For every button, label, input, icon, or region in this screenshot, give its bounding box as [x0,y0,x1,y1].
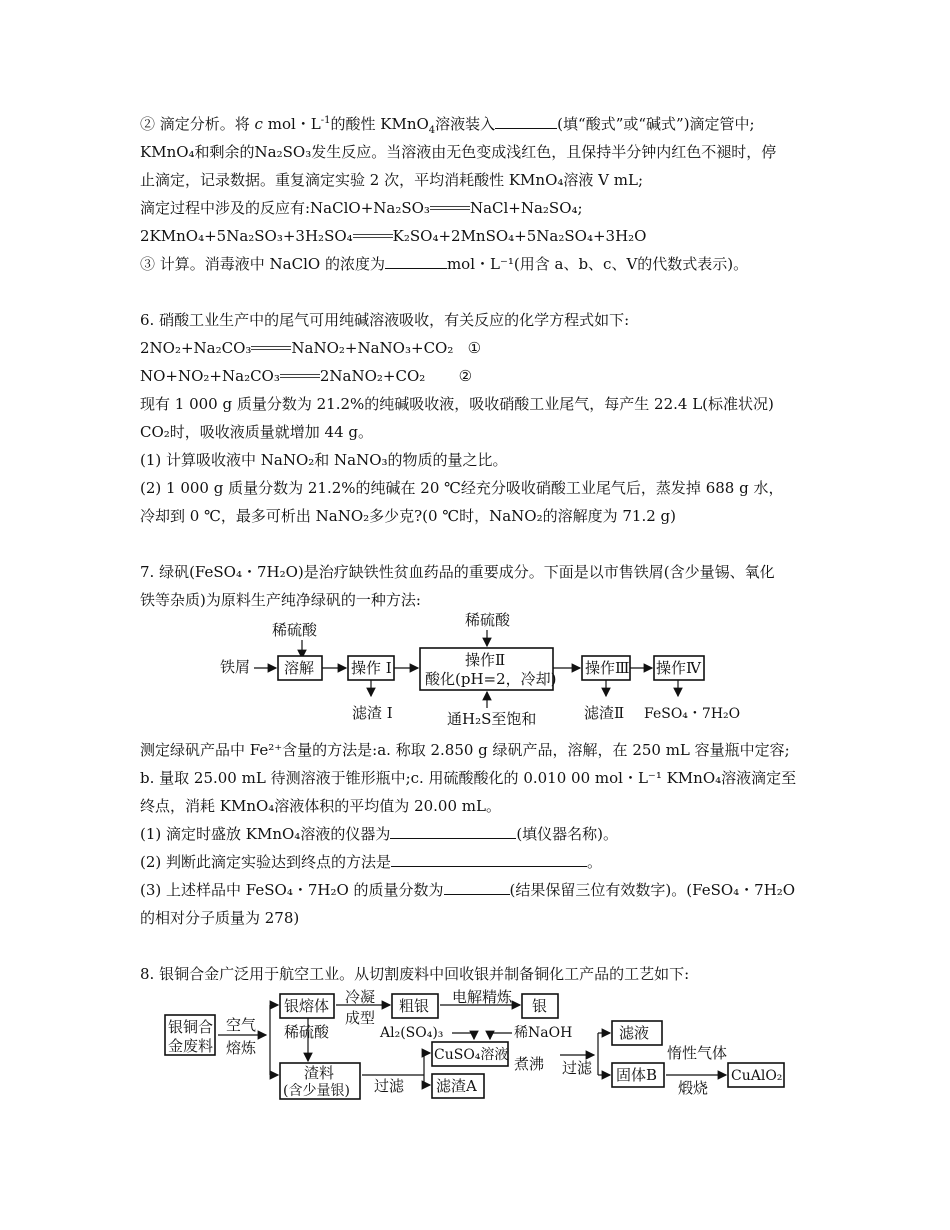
flow-label-residue-2: 滤渣Ⅱ [584,704,625,722]
flow8-acid: 稀硫酸 [284,1023,330,1041]
flow8-box-silver: 银 [532,997,548,1015]
flow8-filter-2: 过滤 [562,1059,593,1077]
flow-box-op4: 操作Ⅳ [656,659,701,677]
flow8-filter-1: 过滤 [374,1077,405,1095]
p7-line-2: 铁等杂质)为原料生产纯净绿矾的一种方法: [140,591,421,609]
flow8-box-slag-2: (含少量银) [283,1083,350,1099]
flow8-cool-2: 成型 [345,1009,376,1027]
flow8-box-crude: 粗银 [399,997,430,1015]
flow8-smelt: 熔炼 [226,1039,257,1057]
flow-box-op2-sub: 酸化(pH=2，冷却) [425,670,557,688]
flow8-box-residue-a: 滤渣A [436,1077,477,1095]
p6-line-8: 冷却到 0 ℃，最多可析出 NaNO₂多少克?(0 ℃时，NaNO₂的溶解度为 71.2 g) [140,507,677,525]
p7-question-3-cont: 的相对分子质量为 278) [140,909,300,927]
flow-label-acid-1: 稀硫酸 [272,621,318,639]
equals-sign [353,234,393,238]
flow-label-residue-1: 滤渣 I [352,704,393,722]
p7-line-5: 终点，消耗 KMnO₄溶液体积的平均值为 20.00 mL。 [140,797,501,815]
flow8-inert-gas: 惰性气体 [667,1044,728,1062]
flow8-box-slag-1: 渣料 [304,1064,335,1082]
answer-blank [390,824,516,839]
equals-sign [280,374,320,378]
p5-line-1: ② 滴定分析。将 c mol・$L^{-1}$的酸性 KMnO$_4$溶液装入 (填“酸式”或“碱式”)滴定管中; [140,115,755,136]
flow-box-op3: 操作Ⅲ [585,659,630,677]
flow8-refine: 电解精炼 [452,988,513,1006]
answer-blank [495,114,557,129]
answer-blank [391,852,587,867]
flow8-box-filtrate: 滤液 [619,1024,650,1042]
p5-line-5: 2KMnO₄+5Na₂SO₃+3H₂SO₄ K₂SO₄+2MnSO₄+5Na₂SO₄+3H₂O [140,227,647,245]
p7-line-1: 7. 绿矾(FeSO₄・7H₂O)是治疗缺铁性贫血药品的重要成分。下面是以市售铁屑(含少量锡、氧化 [140,563,775,581]
flow-label-product: FeSO₄・7H₂O [644,706,741,722]
p7-question-1: (1) 滴定时盛放 KMnO₄溶液的仪器为 (填仪器名称)。 [140,825,619,843]
p7-question-2: (2) 判断此滴定实验达到终点的方法是 。 [140,853,603,871]
answer-blank [444,880,510,895]
p7-question-3: (3) 上述样品中 FeSO₄・7H₂O 的质量分数为 (结果保留三位有效数字)。(FeSO₄・7H₂O [140,881,796,899]
p6-equation-2: NO+NO₂+Na₂CO₃ 2NaNO₂+CO₂ ② [140,367,473,385]
flow8-scrap-1: 银铜合 [168,1018,214,1036]
p6-equation-1: 2NO₂+Na₂CO₃ NaNO₂+NaNO₃+CO₂ ① [140,339,482,357]
flow8-box-product: CuAlO₂ [731,1068,783,1084]
equals-sign [430,206,470,210]
flow8-calcine: 煅烧 [678,1079,709,1097]
flow8-box-cuso4: CuSO₄溶液 [434,1047,509,1063]
flow8-box-melt: 银熔体 [284,997,330,1015]
p5-line-6: ③ 计算。消毒液中 NaClO 的浓度为 mol・L⁻¹(用含 a、b、c、V的代数式表示)。 [140,255,749,273]
p5-line-4: 滴定过程中涉及的反应有:NaClO+Na₂SO₃ NaCl+Na₂SO₄; [140,199,583,217]
flow-label-iron: 铁屑 [220,658,251,676]
flow8-cool-1: 冷凝 [345,988,376,1006]
equals-sign [251,346,291,350]
p6-line-7: (2) 1 000 g 质量分数为 21.2%的纯碱在 20 ℃经充分吸收硝酸工业尾气后，蒸发掉 688 g 水， [140,479,784,497]
p5-line-2: KMnO₄和剩余的Na₂SO₃发生反应。当溶液由无色变成浅红色，且保持半分钟内红色不褪时，停 [140,143,777,161]
p8-flow-diagram [0,985,950,1105]
p6-line-4: 现有 1 000 g 质量分数为 21.2%的纯碱吸收液，吸收硝酸工业尾气，每产生 22.4 L(标准状况) [140,395,774,413]
p6-line-1: 6. 硝酸工业生产中的尾气可用纯碱溶液吸收，有关反应的化学方程式如下: [140,311,630,329]
p6-line-6: (1) 计算吸收液中 NaNO₂和 NaNO₃的物质的量之比。 [140,451,508,469]
flow8-air: 空气 [226,1016,257,1034]
flow8-al2so43: Al₂(SO₄)₃ [380,1025,444,1041]
p8-line-1: 8. 银铜合金广泛用于航空工业。从切割废料中回收银并制备铜化工产品的工艺如下: [140,965,690,983]
flow8-naoh: 稀NaOH [514,1025,573,1041]
flow-box-op2: 操作Ⅱ [465,651,506,669]
p6-line-5: CO₂时，吸收液质量就增加 44 g。 [140,423,374,441]
answer-blank [385,254,447,269]
flow-label-acid-2: 稀硫酸 [465,611,511,629]
flow-label-h2s: 通H₂S至饱和 [447,710,537,728]
flow8-scrap-2: 金废料 [168,1037,214,1055]
p5-line-3: 止滴定，记录数据。重复滴定实验 2 次，平均消耗酸性 KMnO₄溶液 V mL; [140,171,643,189]
flow-box-dissolve: 溶解 [284,659,315,677]
p7-flow-diagram [0,610,950,735]
flow8-boil: 煮沸 [514,1055,545,1073]
flow-box-op1: 操作 I [351,659,392,677]
flow8-box-solid-b: 固体B [616,1066,658,1084]
p7-line-3: 测定绿矾产品中 Fe²⁺含量的方法是:a. 称取 2.850 g 绿矾产品，溶解，在 250 mL 容量瓶中定容; [140,741,790,759]
p7-line-4: b. 量取 25.00 mL 待测溶液于锥形瓶中;c. 用硫酸酸化的 0.010 00 mol・L⁻¹ KMnO₄溶液滴定至 [140,769,797,787]
